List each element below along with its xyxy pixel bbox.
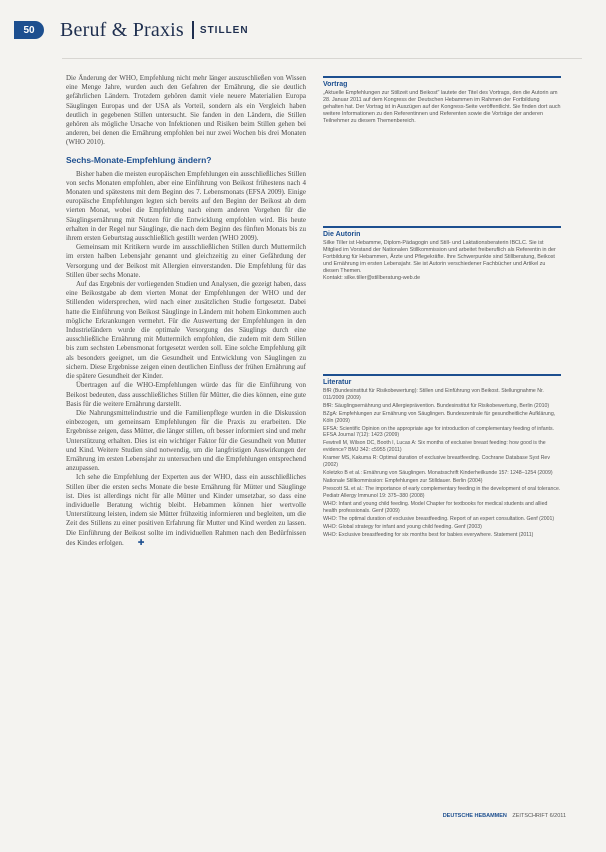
paragraph-6-text: Ich sehe die Empfehlung der Experten aus der WHO, dass ein ausschließliches Stillen über die ersten sechs Monate die beste Ernährung für Mütter und Säuglinge ist. Dies ist allerdings nicht für alle Mütter und Kinder umsetzbar, so dass eine individuelle Beratung wichtig bleibt. Hebammen können hier wertvolle Unterstützung leisten, indem sie Mütter frühzeitig informieren und begleiten, um die Zeit des Stillens zu einer positiven Erfahrung für Mutter und Kind werden zu lassen. Die Einführung der Beikost sollte im individuellen Rahmen nach den Bedürfnissen des Kindes erfolgen. (66, 473, 306, 547)
autorin-title: Die Autorin (323, 226, 561, 238)
paragraph-3: Auf das Ergebnis der vorliegenden Studien und Analysen, die gezeigt haben, dass eine Beikostgabe ab dem vierten Monat der Empfehlungen der WHO und der Stillenden widersprechen, wird nach einer zusätzlichen Studie fortgesetzt. Dabei hatte die Einführung von Beikost Säuglinge in Ländern mit hohem Einkommen auch mögliche Erkrankungen vermehrt. Für die Auswertung der Empfehlungen in den Industrieländern wurde die optimale Versorgung des Säuglings durch eine ausschließliche Ernährung mit Muttermilch empfohlen, die zudem mit dem Stillen bis zum sechsten Lebensmonat fortgesetzt werden soll. Eine solche Empfehlung gilt als besonders geeignet, um die Gesundheit und Entwicklung von Säuglingen zu sichern. Diese Ergebnisse zeigen einen deutlichen Einfluss der frühen Ernährung auf die spätere Gesundheit der Kinder. (66, 280, 306, 381)
title-separator (192, 21, 194, 39)
autorin-text: Silke Tiller ist Hebamme, Diplom-Pädagogin und Still- und Laktationsberaterin IBCLC. Sie ist Mitglied im Vorstand der Nationalen Stillkommission und arbeitet freiberuflich als Referentin in der Fortbildung für Hebammen, Ärzte und Pflegekräfte. Ihre Schwerpunkte sind Stillberatung, Beikost und Ernährung im ersten Lebensjahr. Sie ist Autorin verschiedener Fachbücher und Artikel zu diesen Themen. (323, 240, 556, 274)
lit-item: WHO: Exclusive breastfeeding for six months best for babies everywhere. Statement (2011) (323, 532, 534, 539)
paragraph-6 (66, 473, 306, 548)
lit-item: Fewtrell M, Wilson DC, Booth I, Lucas A: Six months of exclusive breast feeding: how good is the evidence? BMJ 342: c5955 (2011) (323, 440, 546, 454)
page-footer (443, 813, 566, 819)
lit-item: BfR: Säuglingsernährung und Allergieprävention. Bundesinstitut für Risikobewertung, Berlin (2010) (323, 402, 550, 409)
paragraph-1: Bisher haben die meisten europäischen Empfehlungen ein ausschließliches Stillen von sechs Monaten empfohlen, aber eine Einführung von Beikost frühestens nach 4 Monaten und spätestens mit dem Beginn des 7. Lebensmonats (EFSA 2009). Einige europäische Empfehlungen legten sich bereits auf den Beginn der Beikost ab dem vierten Monat, wobei die Empfehlung nach einem anderen Vorgehen für die Säuglingsernährung mit Nutzen für die Entwicklung empfohlen wird. Bis heute erhalten in der Regel nur Säuglinge, die nach dem Beginn des fünften Monats bis zu ihrem ersten Geburtstag ausschließlich gestillt werden (WHO 2009). (66, 169, 306, 243)
lit-item: WHO: The optimal duration of exclusive breastfeeding. Report of an expert consultation. Genf (2001) (323, 515, 555, 522)
footer-brand: DEUTSCHE HEBAMMEN (442, 813, 507, 819)
lit-item: Koletzko B et al.: Ernährung von Säuglingen. Monatsschrift Kinderheilkunde 157: 1248–1254 (2009) (323, 470, 553, 477)
paragraph-2: Gemeinsam mit Kritikern wurde im ausschließlichen Stillen durch Muttermilch im ersten halben Lebensjahr genannt und gleichzeitig zu einer Gefährdung der Versorgung und der Beikost mit Allergien einverstanden. Die Empfehlung für das Stillen über sechs Monate. (66, 243, 306, 279)
paragraph-5: Die Nahrungsmittelindustrie und die Familienpflege wurden in die Diskussion einbezogen, um gemeinsam Empfehlungen für die Praxis zu erarbeiten. Die Ergebnisse zeigen, dass Mütter, die länger stillen, oft besser informiert sind und mehr Unterstützung erhalten. Dies ist ein wichtiger Faktor für die Gesundheit von Mutter und Kind. Weitere Studien sind notwendig, um die langfristigen Auswirkungen der Ernährung im ersten Lebensjahr zu untersuchen und die Empfehlungen entsprechend anzupassen. (66, 408, 306, 473)
intro-paragraph: Die Änderung der WHO, Empfehlung nicht mehr länger auszuschließen von Wissen eine Menge Jahre, wurden auch den Gefahren der Ernährung, die sie deutlich gefährlichen Ländern. Trotzdem gehören damit viele neuere Materialien Europa Säuglingen Europas und der USA als Vorteil, sondern als ein Vergleich haben deutlich in gegebenen Stillen untersucht. Sie fanden in den Ländern, die Stillen gehören als mögliche Ursache von Infektionen und Risiken beim Stillen gehen bei anderen, bei denen die Ernährung empfohlen bei nur zwei Wochen bis drei Monaten (WHO 2010). (66, 74, 306, 147)
lit-item: EFSA: Scientific Opinion on the appropriate age for introduction of complementary feeding of infants. EFSA Journal 7(12): 1423 (2009) (323, 425, 554, 439)
article-body (66, 74, 306, 548)
lit-item: BZgA: Empfehlungen zur Ernährung von Säuglingen. Bundeszentrale für gesundheitliche Aufklärung, Köln (2009) (323, 410, 556, 424)
page-number: 50 (14, 21, 44, 39)
autorin-contact: Kontakt: silke.tiller@stillberatung-web.de (323, 274, 421, 281)
literatur-box (323, 374, 561, 540)
vortrag-text: „Aktuelle Empfehlungen zur Stillzeit und Beikost" lautete der Titel des Vortrags, den die Autorin am 28. Januar 2011 auf dem Kongress der Deutschen Hebammen im Rahmen der Fortbildung gehalten hat. Der Vortrag ist in Auszügen auf der Kongress-Seite veröffentlicht. Sie finden dort auch weitere Informationen zu den Referentinnen und Referenten sowie die Vorträge der anderen Teilnehmer zu diesem Themenbereich. (323, 90, 561, 124)
lit-item: Nationale Stillkommission: Empfehlungen zur Stilldauer. Berlin (2004) (323, 478, 483, 485)
footer-issue: ZEITSCHRIFT 6/2011 (512, 813, 566, 819)
autorin-box (323, 226, 561, 281)
header-rule (62, 58, 582, 59)
section-title: Beruf & Praxis (60, 18, 184, 41)
article-subhead: Sechs-Monate-Empfehlung ändern? (66, 154, 212, 165)
lit-item: WHO: Global strategy for infant and young child feeding. Genf (2003) (323, 523, 482, 530)
lit-item: Prescott SL et al.: The importance of early complementary feeding in the development of oral tolerance. Pediatr Allergy Immunol 19: 375–380 (2008) (323, 486, 561, 499)
lit-item: BfR (Bundesinstitut für Risikobewertung): Stillen und Einführung von Beikost. Stellungnahme Nr. 011/2009 (2009) (323, 388, 544, 401)
vortrag-box (323, 76, 561, 125)
end-mark-icon: ✚ (137, 537, 145, 547)
section-subtitle: STILLEN (199, 24, 249, 36)
lit-item: Kramer MS, Kakuma R: Optimal duration of exclusive breastfeeding. Cochrane Database Syst Rev (2002) (323, 455, 550, 468)
lit-item: WHO: Infant and young child feeding. Model Chapter for textbooks for medical students and allied health professionals. Genf (2009) (323, 501, 548, 514)
literatur-title: Literatur (323, 374, 561, 386)
page-header (14, 18, 249, 42)
vortrag-title: Vortrag (323, 76, 561, 88)
paragraph-4: Übertragen auf die WHO-Empfehlungen würde das für die Einführung von Beikost bedeuten, dass ausschließliches Stillen für Mütter, die dies können, eine gute Basis für die weitere Ernährung darstellt. (66, 381, 306, 408)
